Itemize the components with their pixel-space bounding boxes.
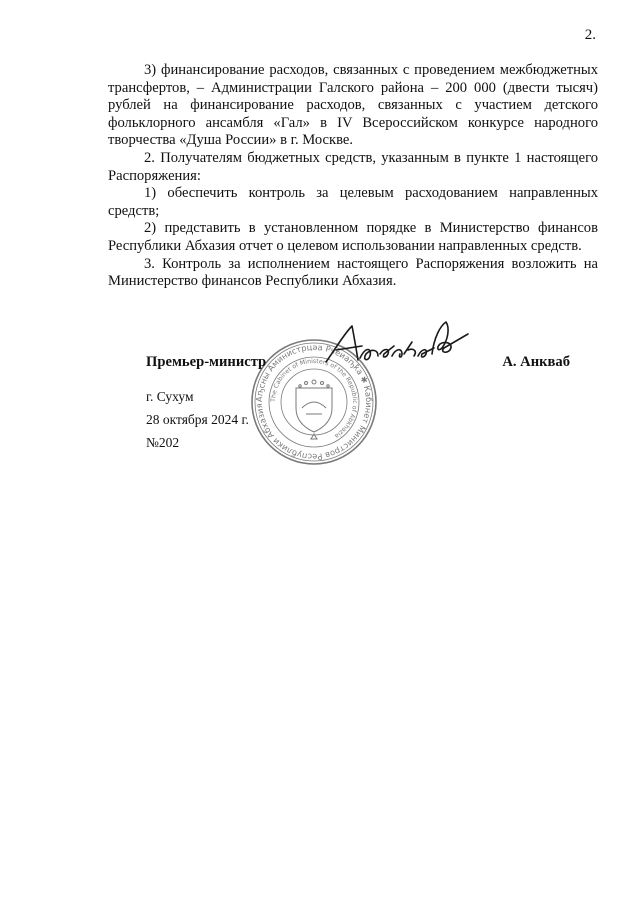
paragraph: 2. Получателям бюджетных средств, указанным в пункте 1 настоящего Распоряжения:	[108, 149, 598, 184]
handwritten-signature	[322, 318, 472, 368]
document-number: №202	[146, 435, 180, 450]
paragraph: 3) финансирование расходов, связанных с проведением межбюджетных трансфертов, – Администрации Галского района – 200 000 (двести тысяч) рублей на финансирование расходов, связанных с участием детского фольклорного ансамбля «Гал» в IV Всероссийском конкурсе народного творчества «Душа России» в г. Москве.	[108, 62, 598, 149]
emblem-icon	[296, 380, 332, 439]
paragraph: 1) обеспечить контроль за целевым расходованием направленных средств;	[108, 185, 598, 219]
signatory-name: А. Анкваб	[502, 354, 570, 370]
svg-text:The Cabinet of Ministers of th	[270, 358, 358, 440]
document-date: 28 октября 2024 г.	[146, 412, 249, 427]
document-place: г. Сухум	[146, 389, 194, 404]
signatory-title: Премьер-министр	[146, 354, 267, 370]
document-body	[108, 62, 598, 291]
page-number: 2.	[584, 27, 596, 43]
seal-outer-text: Аҧсны Аминистрцәа Рчеиаҧҟа ✱ Кабинет Министров Республики Абхазия	[253, 341, 375, 463]
seal-inner-text: The Cabinet of Ministers of the Republic of Abkhazia	[269, 357, 359, 440]
paragraph: 2) представить в установленном порядке в Министерство финансов Республики Абхазия отчет о целевом использовании направленных средств.	[108, 220, 598, 254]
paragraph: 3. Контроль за исполнением настоящего Распоряжения возложить на Министерство финансов Республики Абхазия.	[108, 255, 598, 290]
